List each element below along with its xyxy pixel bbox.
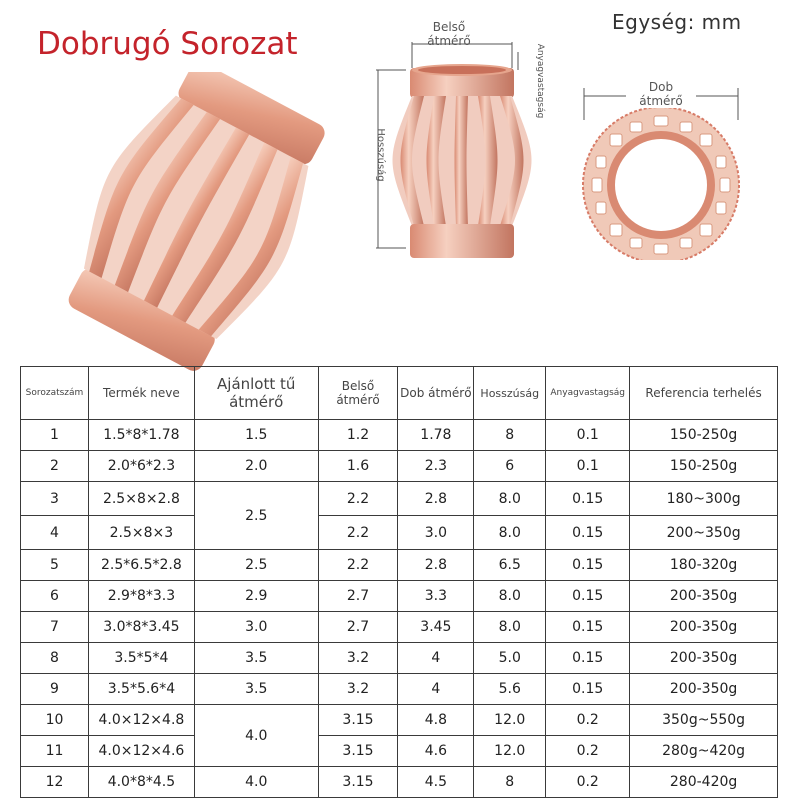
cell-load: 200~350g bbox=[630, 516, 778, 550]
cell-name: 3.5*5*4 bbox=[88, 643, 194, 674]
cell-pin: 3.0 bbox=[194, 612, 318, 643]
cell-load: 150-250g bbox=[630, 451, 778, 482]
cell-thickness: 0.2 bbox=[546, 767, 630, 798]
table-row bbox=[21, 581, 778, 612]
cell-pin: 3.5 bbox=[194, 674, 318, 705]
cell-pin: 1.5 bbox=[194, 420, 318, 451]
cell-name: 1.5*8*1.78 bbox=[88, 420, 194, 451]
cell-no: 8 bbox=[21, 643, 89, 674]
cell-pin: 2.0 bbox=[194, 451, 318, 482]
cell-no: 2 bbox=[21, 451, 89, 482]
cell-drum: 2.8 bbox=[398, 482, 474, 516]
cell-thickness: 0.15 bbox=[546, 482, 630, 516]
cell-thickness: 0.2 bbox=[546, 736, 630, 767]
cell-load: 280-420g bbox=[630, 767, 778, 798]
cell-pin: 2.9 bbox=[194, 581, 318, 612]
cell-name: 3.0*8*3.45 bbox=[88, 612, 194, 643]
cell-name: 2.5×8×2.8 bbox=[88, 482, 194, 516]
inner-diameter-label: Belső átmérő bbox=[427, 20, 471, 48]
material-thickness-label: Anyagvastagság bbox=[535, 43, 545, 119]
cell-load: 200-350g bbox=[630, 612, 778, 643]
cell-pin: 3.5 bbox=[194, 643, 318, 674]
cell-thickness: 0.15 bbox=[546, 581, 630, 612]
cell-drum: 2.8 bbox=[398, 550, 474, 581]
cell-inner: 1.6 bbox=[318, 451, 398, 482]
cell-drum: 3.45 bbox=[398, 612, 474, 643]
header-cell: Anyagvastagság bbox=[546, 367, 630, 420]
cell-no: 10 bbox=[21, 705, 89, 736]
table-row bbox=[21, 705, 778, 736]
cell-inner: 3.15 bbox=[318, 705, 398, 736]
cell-thickness: 0.15 bbox=[546, 550, 630, 581]
cell-name: 4.0*8*4.5 bbox=[88, 767, 194, 798]
table-header-row bbox=[21, 367, 778, 420]
cell-drum: 2.3 bbox=[398, 451, 474, 482]
cell-load: 200-350g bbox=[630, 581, 778, 612]
cell-length: 5.0 bbox=[474, 643, 546, 674]
cell-length: 8 bbox=[474, 420, 546, 451]
cell-inner: 2.7 bbox=[318, 612, 398, 643]
table-row bbox=[21, 451, 778, 482]
header-cell: Belső átmérő bbox=[318, 367, 398, 420]
header-cell: Sorozatszám bbox=[21, 367, 89, 420]
cell-no: 6 bbox=[21, 581, 89, 612]
cell-drum: 1.78 bbox=[398, 420, 474, 451]
cell-name: 2.9*8*3.3 bbox=[88, 581, 194, 612]
cell-length: 5.6 bbox=[474, 674, 546, 705]
cell-length: 8.0 bbox=[474, 482, 546, 516]
cell-inner: 3.2 bbox=[318, 674, 398, 705]
header-cell: Referencia terhelés bbox=[630, 367, 778, 420]
drum-diameter-label: Dob átmérő bbox=[626, 80, 696, 108]
cell-length: 8.0 bbox=[474, 516, 546, 550]
cell-thickness: 0.15 bbox=[546, 674, 630, 705]
cell-drum: 4 bbox=[398, 643, 474, 674]
table-row bbox=[21, 736, 778, 767]
cell-drum: 3.3 bbox=[398, 581, 474, 612]
length-label: Hosszúság bbox=[375, 128, 386, 182]
header-cell: Ajánlott tű átmérő bbox=[194, 367, 318, 420]
cell-no: 11 bbox=[21, 736, 89, 767]
spec-table bbox=[20, 366, 778, 798]
cell-inner: 2.2 bbox=[318, 516, 398, 550]
cell-name: 3.5*5.6*4 bbox=[88, 674, 194, 705]
cell-name: 2.5*6.5*2.8 bbox=[88, 550, 194, 581]
cell-thickness: 0.1 bbox=[546, 420, 630, 451]
cell-no: 3 bbox=[21, 482, 89, 516]
cell-no: 12 bbox=[21, 767, 89, 798]
cell-inner: 3.2 bbox=[318, 643, 398, 674]
cell-thickness: 0.15 bbox=[546, 516, 630, 550]
table-row bbox=[21, 550, 778, 581]
cell-name: 4.0×12×4.6 bbox=[88, 736, 194, 767]
cell-thickness: 0.2 bbox=[546, 705, 630, 736]
header-cell: Hosszúság bbox=[474, 367, 546, 420]
cell-thickness: 0.15 bbox=[546, 612, 630, 643]
cell-no: 9 bbox=[21, 674, 89, 705]
table-row bbox=[21, 482, 778, 516]
cell-pin: 4.0 bbox=[194, 767, 318, 798]
table-row bbox=[21, 420, 778, 451]
cell-name: 2.5×8×3 bbox=[88, 516, 194, 550]
cell-no: 4 bbox=[21, 516, 89, 550]
cell-inner: 3.15 bbox=[318, 736, 398, 767]
spring-front-view bbox=[366, 30, 546, 270]
cell-name: 4.0×12×4.8 bbox=[88, 705, 194, 736]
cell-thickness: 0.1 bbox=[546, 451, 630, 482]
cell-load: 200-350g bbox=[630, 643, 778, 674]
cell-no: 5 bbox=[21, 550, 89, 581]
cell-drum: 3.0 bbox=[398, 516, 474, 550]
cell-load: 200-350g bbox=[630, 674, 778, 705]
table-row bbox=[21, 643, 778, 674]
cell-no: 1 bbox=[21, 420, 89, 451]
cell-length: 6 bbox=[474, 451, 546, 482]
cell-load: 350g~550g bbox=[630, 705, 778, 736]
cell-length: 6.5 bbox=[474, 550, 546, 581]
cell-no: 7 bbox=[21, 612, 89, 643]
cell-drum: 4.5 bbox=[398, 767, 474, 798]
cell-drum: 4.8 bbox=[398, 705, 474, 736]
cell-length: 12.0 bbox=[474, 705, 546, 736]
cell-load: 180~300g bbox=[630, 482, 778, 516]
cell-drum: 4 bbox=[398, 674, 474, 705]
cell-length: 8.0 bbox=[474, 612, 546, 643]
cell-pin: 2.5 bbox=[194, 482, 318, 550]
table-row bbox=[21, 767, 778, 798]
table-row bbox=[21, 612, 778, 643]
cell-name: 2.0*6*2.3 bbox=[88, 451, 194, 482]
cell-inner: 3.15 bbox=[318, 767, 398, 798]
spring-perspective-image bbox=[60, 72, 350, 372]
table-row bbox=[21, 516, 778, 550]
cell-load: 150-250g bbox=[630, 420, 778, 451]
cell-length: 8 bbox=[474, 767, 546, 798]
cell-inner: 1.2 bbox=[318, 420, 398, 451]
cell-load: 180-320g bbox=[630, 550, 778, 581]
header-cell: Dob átmérő bbox=[398, 367, 474, 420]
cell-pin: 2.5 bbox=[194, 550, 318, 581]
cell-length: 8.0 bbox=[474, 581, 546, 612]
cell-inner: 2.2 bbox=[318, 550, 398, 581]
cell-inner: 2.2 bbox=[318, 482, 398, 516]
unit-label: Egység: mm bbox=[612, 10, 742, 34]
cell-thickness: 0.15 bbox=[546, 643, 630, 674]
cell-drum: 4.6 bbox=[398, 736, 474, 767]
cell-inner: 2.7 bbox=[318, 581, 398, 612]
table-row bbox=[21, 674, 778, 705]
header-cell: Termék neve bbox=[88, 367, 194, 420]
cell-length: 12.0 bbox=[474, 736, 546, 767]
page-title: Dobrugó Sorozat bbox=[37, 26, 298, 62]
cell-load: 280g~420g bbox=[630, 736, 778, 767]
cell-pin: 4.0 bbox=[194, 705, 318, 767]
